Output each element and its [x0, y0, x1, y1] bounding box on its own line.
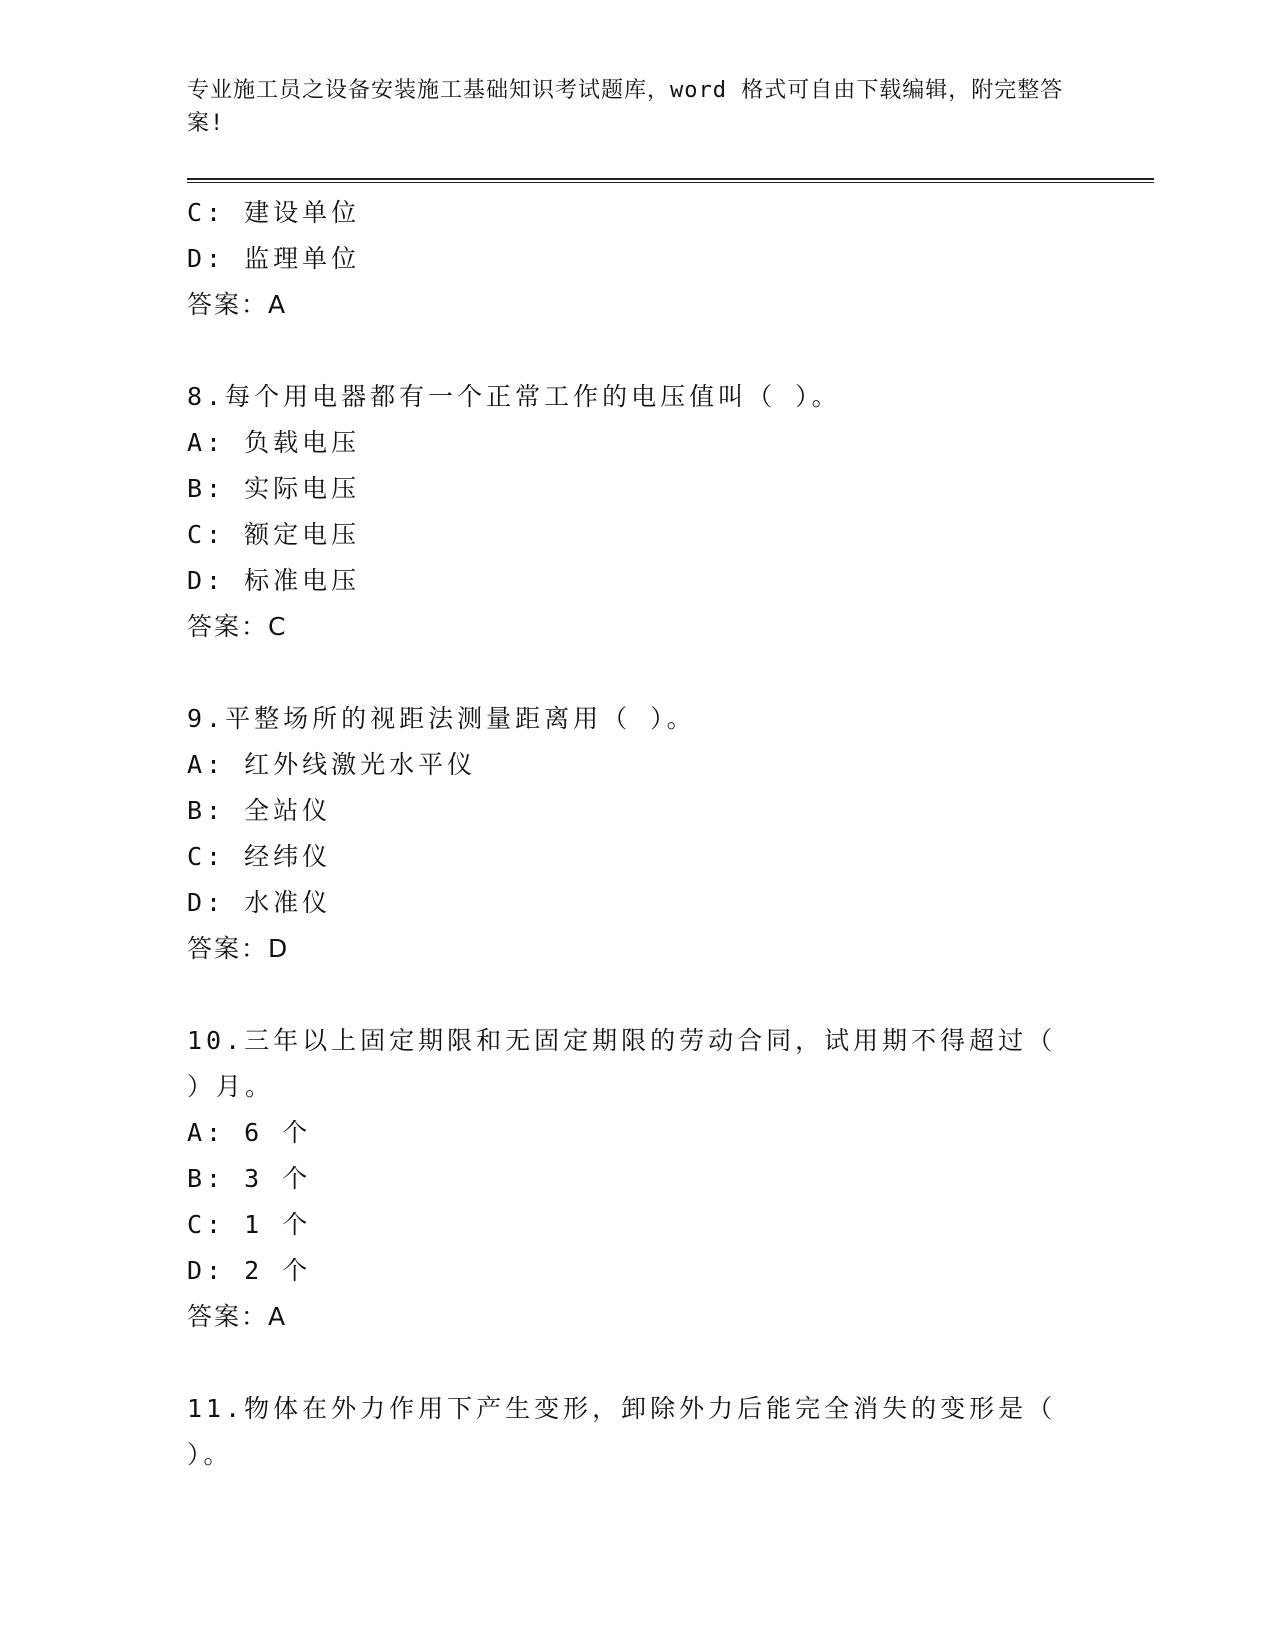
- question-11: [187, 1386, 1067, 1478]
- option-d: D: 2 个: [187, 1256, 312, 1285]
- question-text: 9.平整场所的视距法测量距离用（ ）。: [187, 704, 696, 733]
- option-c: C: 经纬仪: [187, 842, 332, 871]
- answer-line: 答案：A: [187, 1302, 288, 1331]
- option-c: C: 1 个: [187, 1210, 312, 1239]
- question-8: [187, 374, 1067, 650]
- option-d: D: 标准电压: [187, 566, 361, 595]
- answer-line: 答案：A: [187, 290, 288, 319]
- answer-line: 答案：D: [187, 934, 290, 963]
- option-a: A: 负载电压: [187, 428, 361, 457]
- option-d: D: 监理单位: [187, 244, 361, 273]
- question-text: 8.每个用电器都有一个正常工作的电压值叫（ ）。: [187, 382, 841, 411]
- answer-line: 答案：C: [187, 612, 288, 641]
- question-text: 11.物体在外力作用下产生变形，卸除外力后能完全消失的变形是（ ）。: [187, 1394, 1057, 1469]
- option-a: A: 6 个: [187, 1118, 312, 1147]
- option-a: A: 红外线激光水平仪: [187, 750, 477, 779]
- header-divider: [187, 178, 1154, 183]
- option-c: C: 额定电压: [187, 520, 361, 549]
- option-b: B: 全站仪: [187, 796, 332, 825]
- option-c: C: 建设单位: [187, 198, 361, 227]
- question-10: [187, 1018, 1067, 1340]
- option-d: D: 水准仪: [187, 888, 332, 917]
- question-list: [187, 190, 1067, 1478]
- page-header: [187, 74, 1067, 140]
- option-b: B: 实际电压: [187, 474, 361, 503]
- question-text: 10.三年以上固定期限和无固定期限的劳动合同，试用期不得超过（ ）月。: [187, 1026, 1057, 1101]
- option-b: B: 3 个: [187, 1164, 312, 1193]
- header-title: 专业施工员之设备安装施工基础知识考试题库，word 格式可自由下载编辑，附完整答案!: [187, 78, 1064, 136]
- question-9: [187, 696, 1067, 972]
- previous-question-tail: [187, 190, 1067, 328]
